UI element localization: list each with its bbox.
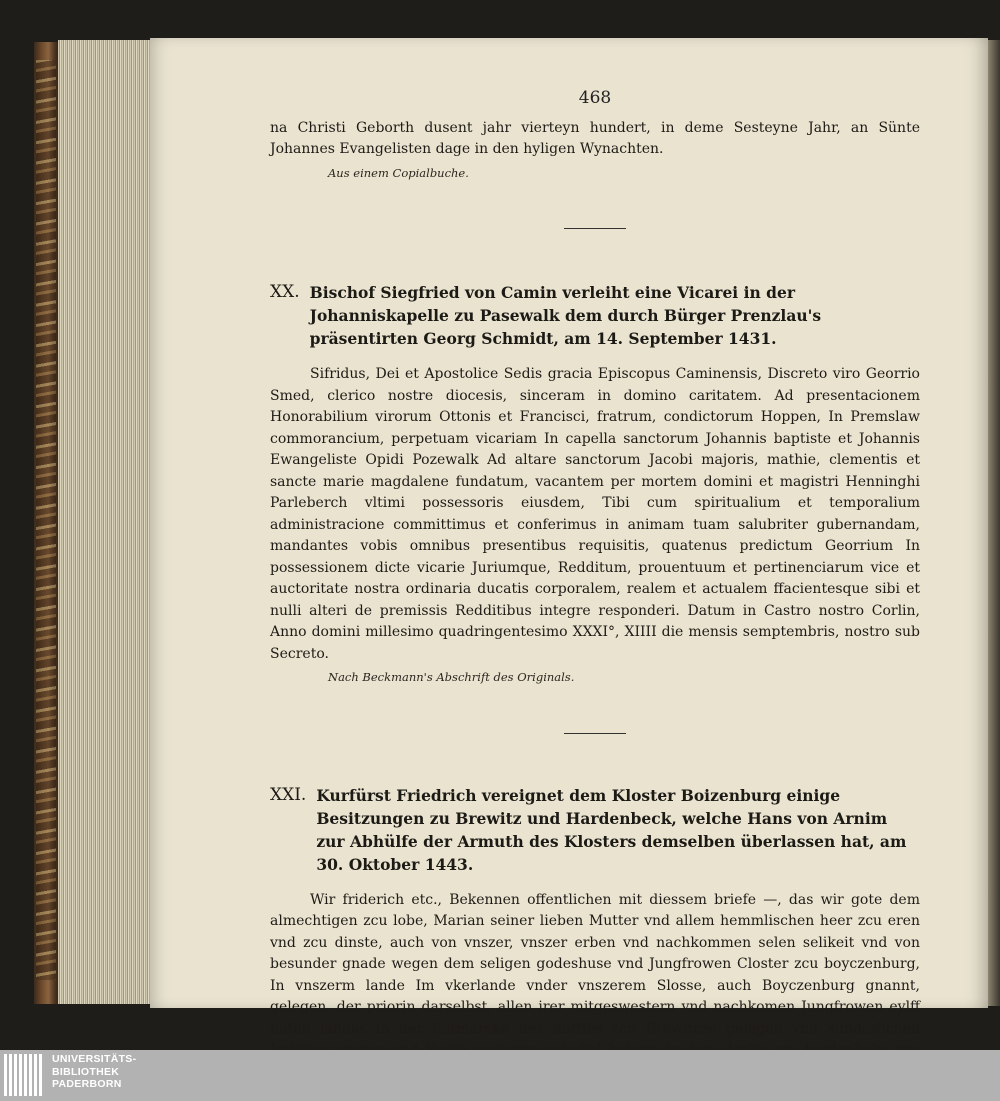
section-xxi-heading bbox=[270, 784, 920, 876]
library-name-line3: PADERBORN bbox=[52, 1078, 122, 1090]
section-xx-title: Bischof Siegfried von Camin verleiht eine Vicarei in der Johanniskapelle zu Pasewalk dem durch Bürger Prenzlau's präsentirten Georg Schmidt, am 14. September 1431. bbox=[309, 283, 822, 348]
section-xxi-number: XXI. bbox=[270, 784, 307, 805]
section-xx-body: Sifridus, Dei et Apostolice Sedis gracia Episcopus Caminensis, Discreto viro Georrio Smed, clerico nostre diocesis, sinceram in domino caritatem. Ad presentacionem Honorabilium virorum Ottonis et Francisci, fratrum, condictorum Hoppen, In Premslaw commorancium, perpetuam vicariam In capella sanctorum Johannis baptiste et Johannis Ewangeliste Opidi Pozewalk Ad altare sanctorum Jacobi majoris, mathie, clementis et sancte marie magdalene fundatum, vacantem per mortem domini et magistri Henninghi Parleberch vltimi possessoris eiusdem, Tibi cum spiritualium et temporalium administracione committimus et conferimus in animam tuam salubriter gubernandam, mandantes vobis omnibus presentibus requisitis, quatenus predictum Georrium In possessionem dicte vicarie Juriumque, Redditum, prouentuum et pertinenciarum vice et auctoritate nostra ordinaria ducatis corporalem, realem et actualem ffacientesque sibi et nulli alteri de premissis Redditibus integre responderi. Datum in Castro nostro Corlin, Anno domini millesimo quadringentesimo XXXI°, XIIII die mensis semptembris, nostro sub Secreto. bbox=[270, 366, 920, 662]
library-name-line2: BIBLIOTHEK bbox=[52, 1065, 120, 1078]
right-page-edge bbox=[986, 40, 1000, 1006]
library-name-line1: UNIVERSITÄTS- bbox=[52, 1053, 137, 1065]
section-xx-heading bbox=[270, 281, 920, 350]
section-xx-number: XX. bbox=[270, 282, 300, 302]
page-content bbox=[270, 88, 920, 1083]
library-name bbox=[52, 1053, 136, 1091]
library-logo-icon bbox=[4, 1054, 46, 1096]
section-xxi-title: Kurfürst Friedrich vereignet dem Kloster Boizenburg einige Besitzungen zu Brewitz und Hardenbeck, welche Hans von Arnim zur Abhülfe der Armuth des Klosters demselben überlassen hat, am 30. Oktober 1443. bbox=[316, 785, 907, 874]
book-page bbox=[150, 38, 988, 1037]
library-footer-bar bbox=[0, 1050, 1000, 1101]
marbled-cover bbox=[36, 60, 56, 980]
section-xxi-body: Wir friderich etc., Bekennen offentlichen mit diessem briefe —, das wir gote dem almechtigen zcu lobe, Marian seiner lieben Mutter vnd allem hemmlischen heer zcu eren vnd zcu dinste, auch von vnszer, vnszer erben vnd nachkommen selen selikeit vnd von besunder gnade wegen dem seligen godeshuse vnd Jungfrowen Closter zcu boyczenburg, In vnszerm lande Im vkerlande vnder vnszerem Slosse, auch Boyczenburg gnannt, gelegen, der priorin darselbst, allen irer mitgeswestern vnd nachkomen Jungfrowen eylff hufen landes in der feltmarcke des dorffes zcu Brewitcze gelegen vnd sunderlichen bbox=[270, 891, 920, 1037]
top-fragment-source: Aus einem Copialbuche. bbox=[328, 165, 469, 180]
page-number: 468 bbox=[578, 88, 612, 108]
top-fragment-text: na Christi Geborth dusent jahr vierteyn hundert, in deme Sesteyne Jahr, an Sünte Johannes Evangelisten dage in den hyligen Wynachten. bbox=[270, 119, 920, 157]
page-edges bbox=[58, 40, 152, 1004]
section-xx-source: Nach Beckmann's Abschrift des Originals. bbox=[328, 670, 575, 684]
